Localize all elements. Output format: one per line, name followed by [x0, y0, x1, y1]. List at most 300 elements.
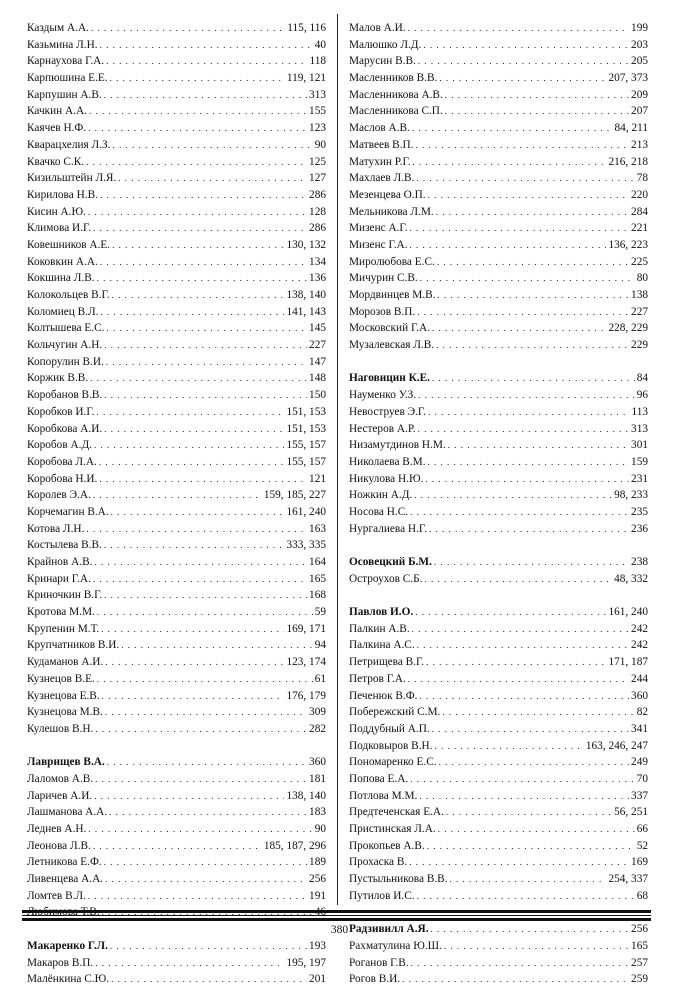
page-references: 213 — [631, 138, 648, 151]
author-name: Подковыров В.Н. — [349, 739, 433, 752]
author-name: Попова Е.А. — [349, 772, 409, 785]
dot-leader — [438, 287, 630, 304]
dot-leader — [409, 854, 629, 871]
dot-leader — [414, 487, 612, 504]
index-entry — [349, 204, 648, 221]
page-references: 94 — [314, 639, 326, 652]
dot-leader — [416, 170, 634, 187]
page-references: 138, 140 — [286, 289, 326, 301]
page-references: 254, 337 — [608, 873, 648, 886]
index-entry — [349, 254, 648, 271]
index-entry — [27, 170, 326, 187]
index-entry — [27, 671, 326, 688]
page-references: 189 — [309, 856, 326, 869]
dot-leader — [106, 53, 307, 70]
dot-leader — [432, 721, 629, 738]
dot-leader — [450, 871, 607, 888]
dot-leader — [111, 971, 307, 988]
dot-leader — [112, 287, 285, 304]
author-name: Московский Г.А. — [349, 322, 431, 335]
dot-leader — [112, 237, 284, 254]
page-references: 201 — [309, 973, 326, 986]
page-references: 136 — [309, 272, 326, 285]
dot-leader — [427, 838, 635, 855]
page-references: 115, 116 — [287, 22, 326, 34]
page-references: 284 — [631, 205, 648, 218]
page-references: 221 — [631, 222, 648, 235]
letter-group-gap — [27, 738, 326, 755]
dot-leader — [110, 70, 285, 87]
author-name: Масленникова С.П. — [349, 105, 443, 118]
index-entry — [27, 704, 326, 721]
dot-leader — [95, 771, 307, 788]
index-entry — [349, 53, 648, 70]
dot-leader — [118, 170, 307, 187]
page-references: 185, 187, 296 — [263, 839, 326, 852]
page-references: 256 — [309, 873, 326, 886]
index-entry — [349, 471, 648, 488]
dot-leader — [425, 471, 629, 488]
dot-leader — [437, 254, 629, 271]
dot-leader — [418, 53, 629, 70]
index-entry — [349, 621, 648, 638]
footer-rule-bottom — [22, 918, 651, 921]
author-name: Коробова Л.А. — [27, 455, 97, 468]
dot-leader — [100, 37, 313, 54]
dot-leader — [446, 804, 612, 821]
author-name: Карпушин А.В. — [27, 88, 102, 101]
index-entry — [349, 637, 648, 654]
index-entry — [349, 170, 648, 187]
author-name: Макаренко Г.Л. — [27, 939, 108, 952]
author-name: Павлов И.О. — [349, 606, 414, 619]
dot-leader — [104, 337, 307, 354]
index-entry — [27, 237, 326, 254]
index-entry — [27, 304, 326, 321]
page-references: 127 — [309, 172, 326, 185]
author-name: Малов А.И. — [349, 22, 406, 34]
author-name: Роганов Г.В. — [349, 956, 409, 969]
index-entry — [27, 137, 326, 154]
author-name: Носова Н.С. — [349, 505, 409, 518]
dot-leader — [439, 70, 606, 87]
page-references: 61 — [314, 672, 326, 685]
author-name: Коржик В.В. — [27, 372, 89, 385]
page-references: 56, 251 — [614, 806, 648, 819]
index-entry — [27, 888, 326, 905]
index-entry — [349, 671, 648, 688]
page-references: 163 — [309, 522, 326, 535]
page-references: 145 — [309, 322, 326, 335]
page-references: 128 — [309, 205, 326, 218]
page-references: 155, 157 — [286, 455, 326, 468]
dot-leader — [106, 354, 307, 371]
dot-leader — [420, 270, 635, 287]
dot-leader — [410, 504, 629, 521]
author-name: Крайнов А.В. — [27, 556, 93, 568]
dot-leader — [438, 821, 635, 838]
index-entry — [349, 704, 648, 721]
dot-leader — [408, 671, 629, 688]
dot-leader — [86, 154, 307, 171]
page-references: 165 — [309, 572, 326, 585]
author-name: Колтышева Е.С. — [27, 322, 105, 335]
dot-leader — [410, 237, 607, 254]
author-name: Леднев А.Н. — [27, 823, 87, 835]
index-entry — [349, 387, 648, 404]
index-entry — [27, 37, 326, 54]
index-entry — [349, 487, 648, 504]
page-references: 313 — [309, 88, 326, 101]
dot-leader — [420, 688, 630, 705]
author-name: Копорулин В.И. — [27, 355, 104, 368]
index-entry — [27, 354, 326, 371]
author-name: Прохаска В. — [349, 856, 408, 869]
author-name: Петрищева В.Г. — [349, 656, 425, 669]
author-name: Кизильштейн Л.Я. — [27, 172, 117, 185]
dot-leader — [109, 804, 307, 821]
dot-leader — [419, 788, 629, 805]
author-name: Никулова Н.Ю. — [349, 472, 424, 485]
page-references: 337 — [631, 789, 648, 802]
index-entry — [349, 788, 648, 805]
index-entry — [27, 20, 326, 37]
index-entry — [349, 888, 648, 905]
index-entry — [349, 154, 648, 171]
author-name: Мордвинцев М.В. — [349, 289, 436, 301]
author-name: Кузнецов В.Е. — [27, 672, 95, 685]
index-entry — [349, 137, 648, 154]
page-references: 199 — [631, 22, 648, 34]
author-name: Мезенцева О.П. — [349, 188, 426, 201]
index-entry — [349, 504, 648, 521]
page-references: 66 — [636, 823, 648, 835]
index-entry — [27, 504, 326, 521]
index-entry — [27, 370, 326, 387]
page-references: 171, 187 — [608, 656, 648, 669]
index-entry — [349, 187, 648, 204]
index-entry — [349, 237, 648, 254]
page-references: 235 — [631, 505, 648, 518]
index-entry — [27, 621, 326, 638]
page-references: 169, 171 — [286, 622, 326, 635]
author-name: Макаров В.П. — [27, 956, 94, 969]
dot-leader — [100, 254, 307, 271]
dot-leader — [410, 220, 630, 237]
dot-leader — [104, 587, 307, 604]
author-name: Махлаев Л.В. — [349, 172, 415, 185]
author-name: Ковешников А.Е. — [27, 238, 111, 251]
index-entry — [349, 654, 648, 671]
author-name: Криночкин В.Г. — [27, 589, 103, 602]
dot-leader — [448, 437, 629, 454]
index-entry — [27, 103, 326, 120]
dot-leader — [93, 571, 307, 588]
index-entry — [349, 337, 648, 354]
page-references: 159, 185, 227 — [263, 489, 326, 502]
index-entry — [27, 754, 326, 771]
page-references: 80 — [636, 272, 648, 285]
page-references: 96 — [636, 389, 648, 402]
page-references: 161, 240 — [608, 606, 648, 619]
dot-leader — [110, 938, 307, 955]
author-name: Кольчугин А.Н. — [27, 339, 103, 352]
page-references: 203 — [631, 38, 648, 51]
page-references: 148 — [309, 372, 326, 385]
author-name: Ножкин А.Д. — [349, 489, 413, 502]
dot-leader — [412, 621, 629, 638]
page-references: 341 — [631, 722, 648, 735]
dot-leader — [94, 554, 307, 571]
dot-leader — [435, 738, 584, 755]
page-references: 141, 143 — [286, 305, 326, 318]
index-entry — [349, 854, 648, 871]
author-name: Летникова Е.Ф. — [27, 856, 102, 869]
page-references: 130, 132 — [286, 238, 326, 251]
dot-leader — [93, 487, 262, 504]
dot-leader — [416, 137, 630, 154]
index-entry — [349, 270, 648, 287]
dot-leader — [88, 821, 312, 838]
author-name: Кисин А.Ю. — [27, 205, 86, 218]
page-references: 113 — [631, 405, 648, 418]
dot-leader — [445, 103, 629, 120]
dot-leader — [429, 521, 629, 538]
page-references: 242 — [631, 639, 648, 652]
index-entry — [27, 571, 326, 588]
author-name: Климова И.Г. — [27, 222, 92, 235]
author-name: Морозов В.П. — [349, 305, 416, 318]
author-name: Марусин В.В. — [349, 55, 416, 68]
page-references: 151, 153 — [286, 405, 326, 418]
author-name: Котова Л.Н. — [27, 522, 85, 535]
page-references: 164 — [309, 556, 326, 568]
page-references: 84 — [636, 372, 648, 385]
index-entry — [27, 788, 326, 805]
index-entry — [349, 821, 648, 838]
dot-leader — [432, 320, 606, 337]
dot-leader — [442, 704, 634, 721]
index-entry — [349, 571, 648, 588]
page-references: 134 — [309, 255, 326, 268]
index-entry — [27, 220, 326, 237]
author-name: Коробанов В.В. — [27, 389, 103, 402]
dot-leader — [428, 404, 629, 421]
index-entry — [349, 70, 648, 87]
index-entry — [27, 637, 326, 654]
dot-leader — [424, 571, 612, 588]
author-name: Поддубный А.П. — [349, 722, 430, 735]
dot-leader — [412, 120, 613, 137]
index-entry — [27, 53, 326, 70]
author-name: Королев Э.А. — [27, 489, 91, 502]
dot-leader — [411, 955, 629, 972]
page-references: 205 — [631, 55, 648, 68]
index-entry — [27, 154, 326, 171]
index-entry — [349, 304, 648, 321]
page-references: 220 — [631, 188, 648, 201]
author-name: Пустыльникова В.В. — [349, 873, 448, 886]
page-references: 123, 174 — [286, 656, 326, 669]
page-references: 231 — [631, 472, 648, 485]
index-entry — [27, 421, 326, 438]
index-entry — [349, 437, 648, 454]
index-entry — [27, 287, 326, 304]
page-references: 150 — [309, 389, 326, 402]
author-name: Палкин А.В. — [349, 622, 410, 635]
page-references: 183 — [309, 806, 326, 819]
page-references: 238 — [631, 556, 648, 568]
page-references: 40 — [314, 38, 326, 51]
index-entry — [349, 404, 648, 421]
author-name: Карпюшина Е.Е. — [27, 72, 108, 85]
index-entry — [27, 838, 326, 855]
index-entry — [27, 454, 326, 471]
author-name: Прокопьев А.В. — [349, 839, 425, 852]
author-name: Крупенин М.Т. — [27, 622, 100, 635]
page-references: 119, 121 — [286, 72, 326, 85]
index-entry — [349, 688, 648, 705]
index-column-right — [349, 20, 648, 988]
page-references: 209 — [631, 88, 648, 101]
dot-leader — [417, 888, 635, 905]
dot-leader — [104, 537, 285, 554]
index-entry — [27, 87, 326, 104]
page-references: 123 — [309, 122, 326, 135]
dot-leader — [95, 955, 284, 972]
dot-leader — [88, 120, 307, 137]
page-references: 70 — [636, 772, 648, 785]
author-name: Ларичев А.И. — [27, 789, 93, 802]
author-name: Потлова М.М. — [349, 789, 418, 802]
page-references: 286 — [309, 222, 326, 235]
page-references: 138 — [631, 289, 648, 301]
page-references: 168 — [309, 589, 326, 602]
page-references: 249 — [631, 756, 648, 769]
index-entry — [27, 654, 326, 671]
index-entry — [349, 220, 648, 237]
index-entry — [27, 955, 326, 972]
dot-leader — [105, 704, 307, 721]
index-entry — [27, 487, 326, 504]
index-entry — [27, 387, 326, 404]
page-references: 313 — [631, 422, 648, 435]
dot-leader — [96, 404, 284, 421]
index-entry — [27, 120, 326, 137]
author-name: Матвеев В.П. — [349, 138, 414, 151]
index-entry — [349, 370, 648, 387]
dot-leader — [99, 454, 285, 471]
dot-leader — [121, 637, 312, 654]
index-entry — [349, 771, 648, 788]
dot-leader — [410, 771, 634, 788]
index-entry — [27, 204, 326, 221]
dot-leader — [432, 370, 635, 387]
dot-leader — [445, 87, 629, 104]
page-references: 301 — [631, 439, 648, 452]
dot-leader — [417, 304, 629, 321]
author-name: Коробова Н.И. — [27, 472, 98, 485]
index-entry — [349, 838, 648, 855]
index-entry — [349, 103, 648, 120]
dot-leader — [439, 754, 629, 771]
page-references: 207, 373 — [608, 72, 648, 85]
page-references: 138, 140 — [286, 789, 326, 802]
author-name: Крупчатников В.И. — [27, 639, 120, 652]
author-name: Лаломов А.В. — [27, 772, 94, 785]
page-references: 256 — [631, 923, 648, 936]
dot-leader — [104, 421, 284, 438]
author-name: Лашманова А.А. — [27, 806, 108, 819]
author-name: Осовецкий Б.М. — [349, 556, 432, 568]
dot-leader — [86, 521, 307, 538]
author-name: Масленников В.В. — [349, 72, 438, 85]
dot-leader — [91, 20, 285, 37]
page-references: 121 — [309, 472, 326, 485]
author-name: Кварацхелия Л.З. — [27, 138, 111, 151]
index-entry — [349, 287, 648, 304]
author-name: Малёнкина С.Ю. — [27, 973, 110, 986]
index-entry — [349, 738, 648, 755]
author-name: Кузнецова Е.В. — [27, 689, 100, 702]
index-entry — [27, 688, 326, 705]
page-references: 90 — [314, 823, 326, 835]
author-name: Каздым А.А. — [27, 22, 89, 34]
dot-leader — [106, 320, 307, 337]
index-entry — [349, 871, 648, 888]
dot-leader — [428, 187, 629, 204]
index-entry — [349, 938, 648, 955]
dot-leader — [434, 554, 629, 571]
author-name: Коробов А.Д. — [27, 439, 92, 452]
author-name: Колокольцев В.Г. — [27, 289, 110, 301]
letter-group-gap — [349, 537, 648, 554]
index-entry — [27, 604, 326, 621]
dot-leader — [93, 838, 262, 855]
author-name: Коробкова А.И. — [27, 422, 103, 435]
page-references: 207 — [631, 105, 648, 118]
page-references: 360 — [309, 756, 326, 769]
author-name: Квачко С.К. — [27, 155, 85, 168]
author-name: Пристинская Л.А. — [349, 823, 436, 835]
author-name: Нестеров А.Р. — [349, 422, 416, 435]
page-references: 309 — [309, 706, 326, 719]
index-entry — [27, 537, 326, 554]
letter-group-gap — [349, 354, 648, 371]
author-name: Низамутдинов Н.М. — [349, 439, 446, 452]
author-name: Музалевская Л.В. — [349, 339, 435, 352]
author-name: Ливенцева А.А. — [27, 873, 104, 886]
page-references: 333, 335 — [286, 539, 326, 552]
dot-leader — [402, 971, 629, 988]
page-references: 118 — [309, 55, 326, 68]
page-references: 176, 179 — [286, 689, 326, 702]
dot-leader — [97, 671, 313, 688]
author-name: Костылева В.В. — [27, 539, 102, 552]
author-name: Побережский С.М. — [349, 706, 441, 719]
index-entry — [27, 187, 326, 204]
page-references: 169 — [631, 856, 648, 869]
index-entry — [27, 971, 326, 988]
page-references: 227 — [309, 339, 326, 352]
page-references: 90 — [314, 138, 326, 151]
page-references: 191 — [309, 889, 326, 902]
dot-leader — [423, 37, 629, 54]
dot-leader — [102, 688, 285, 705]
index-entry — [27, 771, 326, 788]
author-name: Миролюбова Е.С. — [349, 255, 435, 268]
index-entry — [349, 521, 648, 538]
